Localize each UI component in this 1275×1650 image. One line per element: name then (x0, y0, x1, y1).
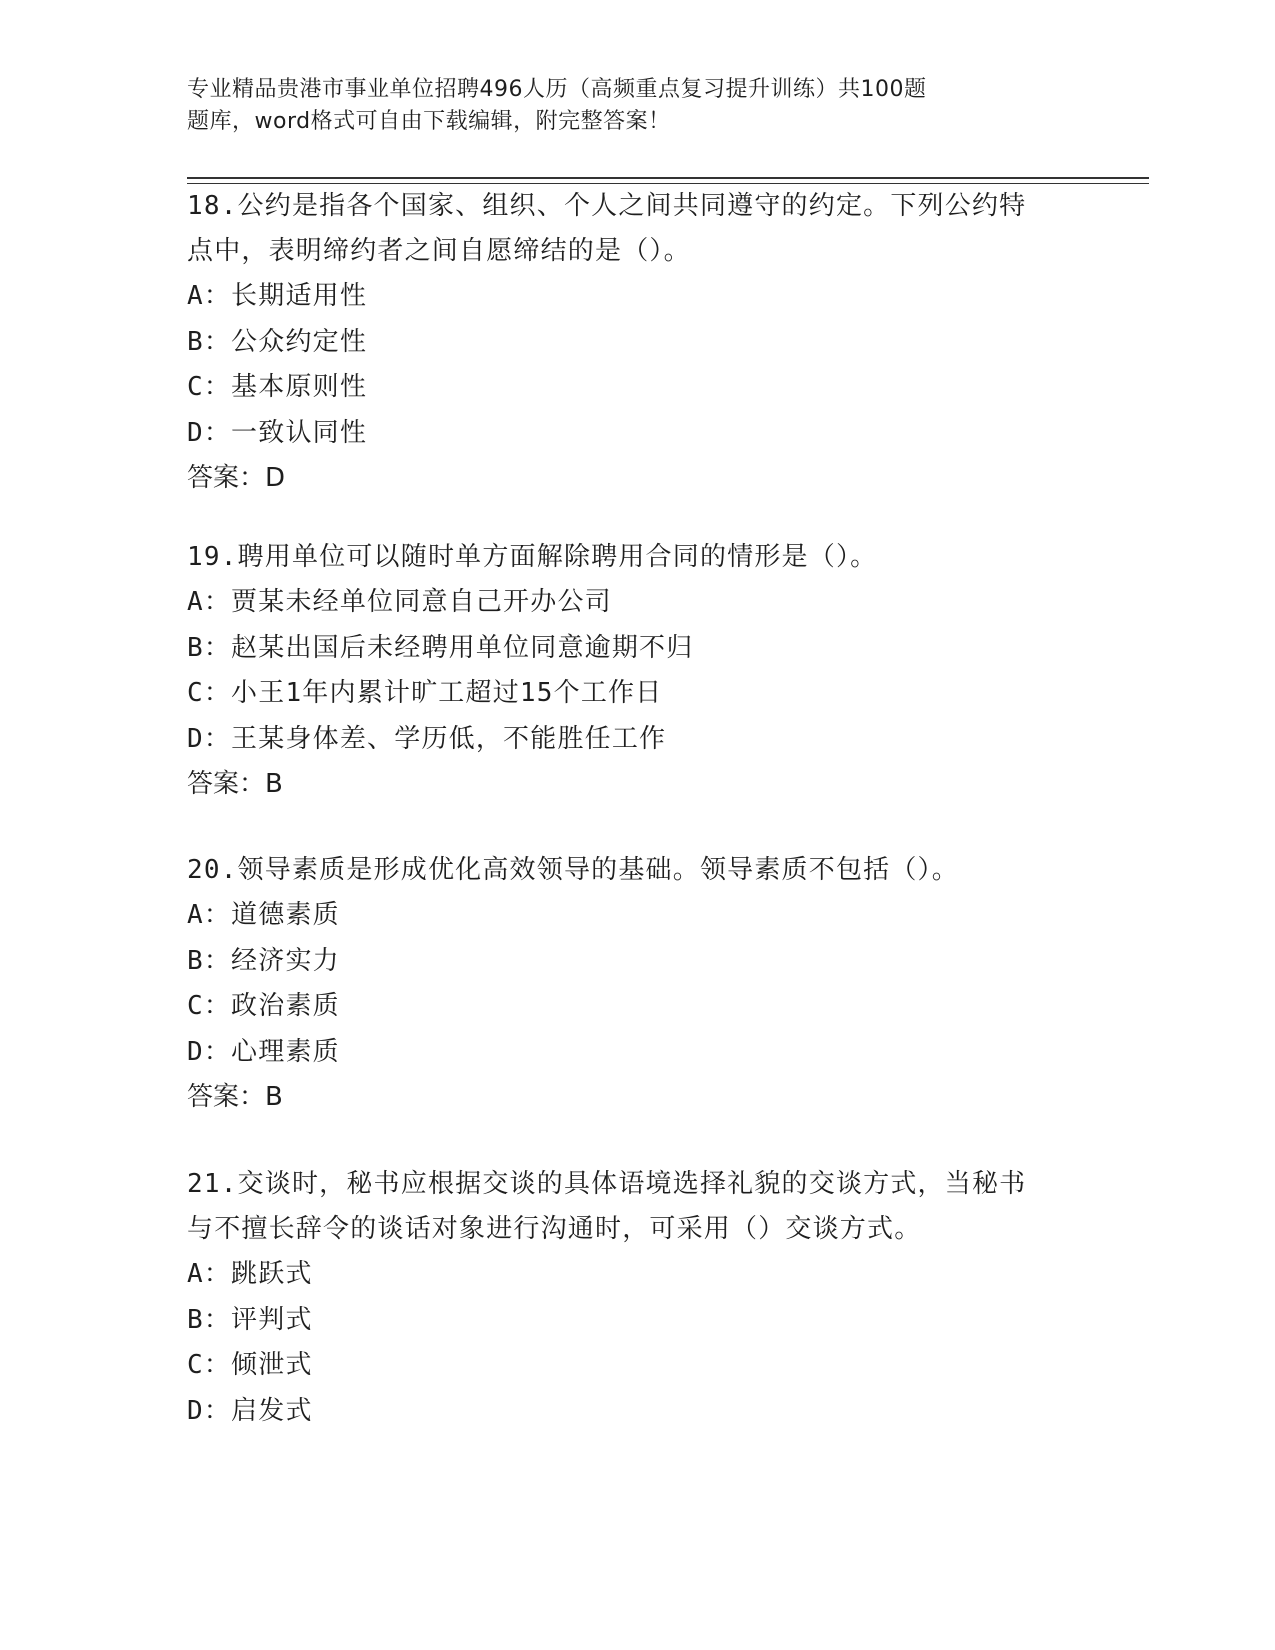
answer-line: 答案：B (187, 1082, 283, 1112)
question-21 (187, 1162, 1087, 1434)
option-c: C：倾泄式 (187, 1350, 313, 1380)
option-d: D：启发式 (187, 1395, 313, 1426)
question-19 (187, 535, 1087, 808)
option-b: B：赵某出国后未经聘用单位同意逾期不归 (187, 632, 694, 663)
question-text-line: 18.公约是指各个国家、组织、个人之间共同遵守的约定。下列公约特 (187, 191, 1027, 221)
question-20 (187, 848, 1087, 1121)
option-a: A：长期适用性 (187, 281, 368, 311)
answer-line: 答案：D (187, 463, 286, 493)
document-header (187, 74, 1027, 138)
question-text-line: 21.交谈时，秘书应根据交谈的具体语境选择礼貌的交谈方式，当秘书 (187, 1169, 1027, 1199)
option-b: B：公众约定性 (187, 326, 368, 357)
question-text-line: 20.领导素质是形成优化高效领导的基础。领导素质不包括（）。 (187, 855, 959, 885)
option-d: D：王某身体差、学历低，不能胜任工作 (187, 723, 667, 754)
header-line-1: 专业精品贵港市事业单位招聘496人历（高频重点复习提升训练）共100题 (187, 77, 927, 102)
option-c: C：基本原则性 (187, 372, 368, 402)
option-d: D：心理素质 (187, 1036, 340, 1067)
question-text-line: 19.聘用单位可以随时单方面解除聘用合同的情形是（）。 (187, 542, 878, 572)
option-a: A：道德素质 (187, 900, 340, 930)
option-a: A：跳跃式 (187, 1259, 313, 1289)
option-a: A：贾某未经单位同意自己开办公司 (187, 587, 612, 617)
answer-line: 答案：B (187, 769, 283, 799)
question-text-line: 与不擅长辞令的谈话对象进行沟通时，可采用（）交谈方式。 (187, 1214, 922, 1244)
option-b: B：评判式 (187, 1304, 313, 1335)
option-c: C：政治素质 (187, 991, 340, 1021)
option-b: B：经济实力 (187, 945, 340, 976)
option-c: C：小王1年内累计旷工超过15个工作日 (187, 678, 663, 708)
header-line-2: 题库，word格式可自由下载编辑，附完整答案！ (187, 109, 671, 134)
question-18 (187, 184, 1087, 502)
header-divider-thick (187, 177, 1149, 179)
question-text-line: 点中，表明缔约者之间自愿缔结的是（）。 (187, 236, 691, 266)
option-d: D：一致认同性 (187, 417, 368, 448)
